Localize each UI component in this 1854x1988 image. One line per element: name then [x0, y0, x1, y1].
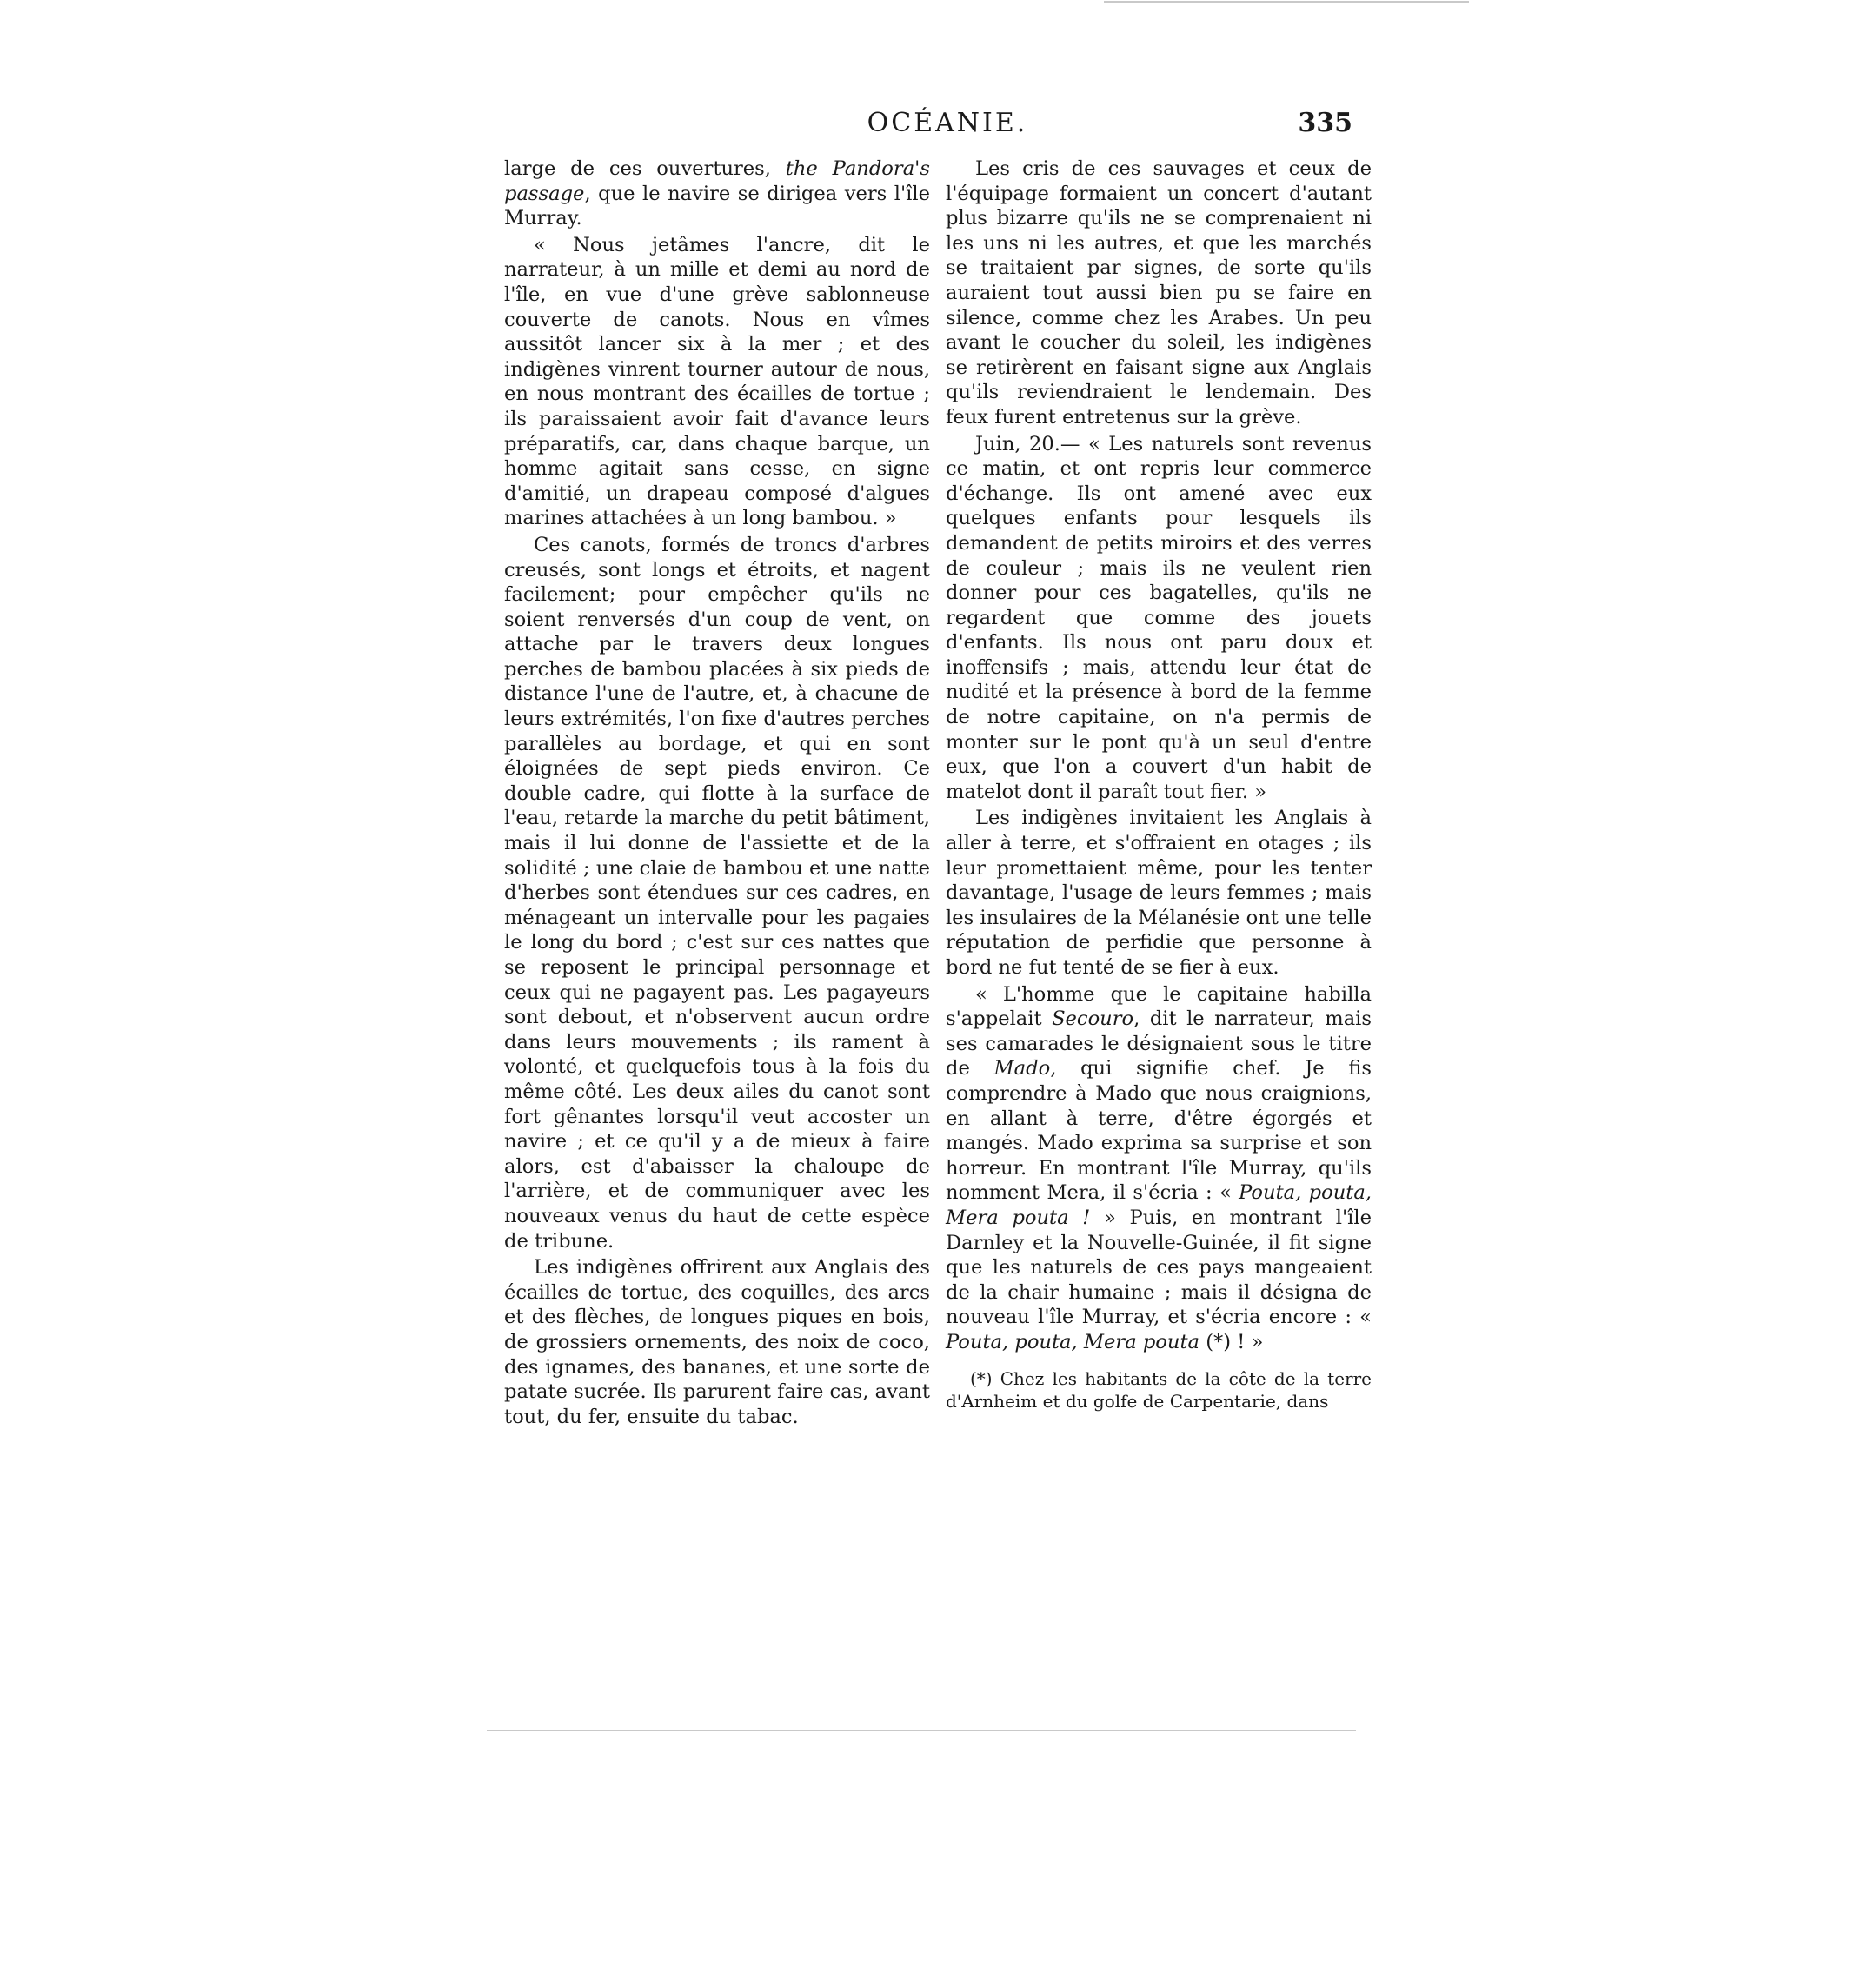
paragraph: Ces canots, formés de troncs d'arbres creusés, sont longs et étroits, et nagent facilement; pour empêcher qu'ils ne soient renversés d'un coup de vent, on attache par le travers deux longues perches de bambou placées à six pieds de distance l'une de l'autre, et, à chacune de leurs extrémités, l'on fixe d'autres perches parallèles au bordage, et qui en sont éloignées de sept pieds environ. Ce double cadre, qui flotte à la surface de l'eau, retarde la marche du petit bâtiment, mais il lui donne de l'assiette et de la solidité ; une claie de bambou et une natte d'herbes sont étendues sur ces cadres, en ménageant un intervalle pour les pagaies le long du bord ; c'est sur ces nattes que se reposent le principal personnage et ceux qui ne pagayent pas. Les pagayeurs sont debout, et n'observent aucun ordre dans leurs mouvements ; ils rament à volonté, et quelquefois tous à la fois du même côté. Les deux ailes du canot sont fort gênantes lorsqu'il veut accoster un navire ; et ce qu'il y a de mieux à faire alors, est d'abaisser la chaloupe de l'arrière, et de communiquer avec les nouveaux venus du haut de cette espèce de tribune. — [504, 533, 930, 1253]
paragraph: « Nous jetâmes l'ancre, dit le narrateur, à un mille et demi au nord de l'île, en vue d'une grève sablonneuse couverte de canots. Nous en vîmes aussitôt lancer six à la mer ; et des indigènes vinrent tourner autour de nous, en nous montrant des écailles de tortue ; ils paraissaient avoir fait d'avance leurs préparatifs, car, dans chaque barque, un homme agitait sans cesse, en signe d'amitié, un drapeau composé d'algues marines attachées à un long bambou. » — [504, 233, 930, 530]
page-number: 335 — [1298, 108, 1352, 138]
footnote: (*) Chez les habitants de la côte de la terre d'Arnheim et du golfe de Carpentarie, dans — [946, 1367, 1372, 1412]
paragraph: Les indigènes invitaient les Anglais à aller à terre, et s'offraient en otages ; ils leur promettaient même, pour les tenter davantage, l'usage de leurs femmes ; mais les insulaires de la Mélanésie ont une telle réputation de perfidie que personne à bord ne fut tenté de se fier à eux. — [946, 807, 1372, 979]
paragraph: large de ces ouvertures, the Pandora's passage, que le navire se dirigea vers l'île Murray. — [504, 157, 930, 230]
right-column — [946, 156, 1372, 1413]
paragraph: « L'homme que le capitaine habilla s'appelait Secouro, dit le narrateur, mais ses camarades le désignaient sous le titre de Mado, qui signifie chef. Je fis comprendre à Mado que nous craignions, en allant à terre, d'être égorgés et mangés. Mado exprima sa surprise et son horreur. En montrant l'île Murray, qu'ils nomment Mera, il s'écria : « Pouta, pouta, Mera pouta ! » Puis, en montrant l'île Darnley et la Nouvelle-Guinée, il fit signe que les naturels de ces pays mangeaient de la chair humaine ; mais il désigna de nouveau l'île Murray, et s'écria encore : « Pouta, pouta, Mera pouta (*) ! » — [946, 982, 1372, 1353]
running-header: OCÉANIE. — [867, 108, 1028, 138]
scan-artifact-top — [1104, 1, 1469, 3]
scan-artifact-bottom — [487, 1730, 1356, 1731]
paragraph: Les indigènes offrirent aux Anglais des écailles de tortue, des coquilles, des arcs et des flèches, de longues piques en bois, de grossiers ornements, des noix de coco, des ignames, des bananes, et une sorte de patate sucrée. Ils parurent faire cas, avant tout, du fer, ensuite du tabac. — [504, 1256, 930, 1428]
paragraph: Juin, 20.— « Les naturels sont revenus ce matin, et ont repris leur commerce d'échange. Ils ont amené avec eux quelques enfants pour lesquels ils demandent de petits miroirs et des verres de couleur ; mais ils ne veulent rien donner pour ces bagatelles, qu'ils ne regardent que comme des jouets d'enfants. Ils nous ont paru doux et inoffensifs ; mais, attendu leur état de nudité et la présence à bord de la femme de notre capitaine, on n'a permis de monter sur le pont qu'à un seul d'entre eux, que l'on a couvert d'un habit de matelot dont il paraît tout fier. » — [946, 432, 1372, 803]
left-column — [504, 156, 930, 1431]
paragraph: Les cris de ces sauvages et ceux de l'équipage formaient un concert d'autant plus bizarre qu'ils ne se comprenaient ni les uns ni les autres, et que les marchés se traitaient par signes, de sorte qu'ils auraient tout aussi bien pu se faire en silence, comme chez les Arabes. Un peu avant le coucher du soleil, les indigènes se retirèrent en faisant signe aux Anglais qu'ils reviendraient le lendemain. Des feux furent entretenus sur la grève. — [946, 157, 1372, 429]
